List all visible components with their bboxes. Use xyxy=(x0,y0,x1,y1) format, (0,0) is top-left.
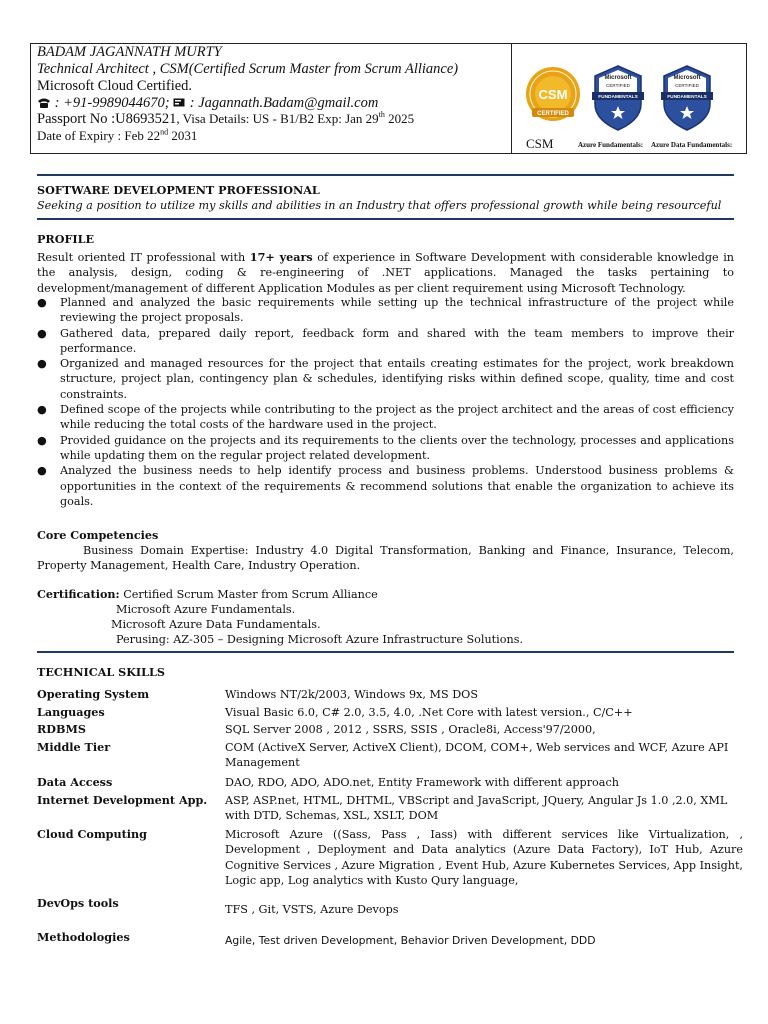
core-text: Business Domain Expertise: Industry 4.0 Digital Transformation, Banking and Finance, Insurance, Telecom, Property Management, Health Care, Industry Operation. xyxy=(37,544,734,573)
azure-data-badge-band: FUNDAMENTALS xyxy=(667,95,707,100)
rule-skills xyxy=(37,651,734,653)
azure-caption-text: Azure Fundamentals xyxy=(578,141,641,149)
core-heading: Core Competencies xyxy=(37,528,159,542)
skill-label: Cloud Computing xyxy=(37,827,148,841)
email-icon xyxy=(173,95,190,111)
azure-fundamentals-badge-icon xyxy=(591,64,645,132)
cert-line-4: Perusing: AZ-305 – Designing Microsoft Azure Infrastructure Solutions. xyxy=(116,633,523,646)
skill-value: Windows NT/2k/2003, Windows 9x, MS DOS xyxy=(225,688,479,701)
skill-label: DevOps tools xyxy=(37,896,119,910)
skill-value: TFS , Git, VSTS, Azure Devops xyxy=(225,903,399,916)
phone-icon xyxy=(37,95,55,111)
phone-number: : +91-9989044670; xyxy=(54,95,170,111)
bullet-icon: ● xyxy=(37,326,47,340)
azure-data-badge-caption: Azure Data Fundamentals: xyxy=(651,141,733,149)
passport-label: Passport No : xyxy=(37,111,116,127)
profile-bullets xyxy=(37,295,734,509)
skill-label: Data Access xyxy=(37,775,113,789)
bullet-icon: ● xyxy=(37,464,47,478)
azure-badge-top: Microsoft xyxy=(604,75,632,81)
bullet-icon: ● xyxy=(37,433,47,447)
skill-label: Internet Development App. xyxy=(37,793,208,807)
skill-value: Microsoft Azure ((Sass, Pass , Iass) with different services like Virtualization, , Development , Deployment and Data analytics (Azure Data Factory), IoT Hub, Azure Cognitive Services , Azure Migration , Event Hub, Azure Kubernetes Services, App Insight, Logic app, Log analytics with Kusto Qury language, xyxy=(225,828,743,887)
profile-heading: PROFILE xyxy=(37,232,95,246)
azure-data-caption-text: Azure Data Fundamentals xyxy=(651,141,730,149)
cert-label: Certification: xyxy=(37,587,120,601)
skill-label: Languages xyxy=(37,705,105,719)
cert-line-3: Microsoft Azure Data Fundamentals. xyxy=(111,618,321,631)
cert-line-1 xyxy=(37,587,378,602)
candidate-title: Technical Architect , CSM(Certified Scrum Master from Scrum Alliance) xyxy=(37,61,459,77)
skill-label: RDBMS xyxy=(37,722,86,736)
expiry-label: Date of Expiry : Feb 22 xyxy=(37,128,161,143)
contact-line xyxy=(37,95,378,112)
passport-line xyxy=(37,111,414,128)
skill-label: Methodologies xyxy=(37,930,130,944)
passport-number: U8693521 xyxy=(115,111,177,127)
skill-value: SQL Server 2008 , 2012 , SSRS, SSIS , Oracle8i, Access'97/2000, xyxy=(225,723,596,736)
profile-intro-pre: Result oriented IT professional with xyxy=(37,251,250,264)
list-item xyxy=(37,326,734,357)
skill-value: Visual Basic 6.0, C# 2.0, 3.5, 4.0, .Net Core with latest version., C/C++ xyxy=(225,706,633,719)
bullet-icon: ● xyxy=(37,296,47,309)
header-divider xyxy=(511,43,512,154)
azure-data-fundamentals-badge-icon xyxy=(660,64,714,132)
list-item xyxy=(37,433,734,464)
bullet-text: Analyzed the business needs to help identify process and business problems. Understood business problems & opportunities in the context of the requirements & recommend solutions that enable the organization to achieve its goals. xyxy=(60,464,734,508)
skill-value: DAO, RDO, ADO, ADO.net, Entity Framework with different approach xyxy=(225,776,619,789)
csm-logo-text: CSM xyxy=(538,87,568,102)
visa-sup: th xyxy=(378,110,385,120)
profile-intro xyxy=(37,250,734,296)
bullet-text: Planned and analyzed the basic requirements while setting up the technical infrastructure of the project while reviewing the project proposals. xyxy=(60,296,734,325)
list-item xyxy=(37,295,734,326)
bullet-icon: ● xyxy=(37,403,47,417)
azure-badge-band: FUNDAMENTALS xyxy=(598,95,638,100)
objective-text: Seeking a position to utilize my skills and abilities in an Industry that offers professional growth while being resourceful xyxy=(37,199,722,212)
csm-logo-sub: CERTIFIED xyxy=(537,111,569,117)
skill-value: Agile, Test driven Development, Behavior Driven Development, DDD xyxy=(225,934,596,947)
candidate-name: BADAM JAGANNATH MURTY xyxy=(37,44,222,60)
visa-details: , Visa Details: US - B1/B2 Exp: Jan 29 xyxy=(176,111,379,126)
bullet-text: Defined scope of the projects while contributing to the project as the project architect and the areas of cost efficiency while reducing the total costs of the hardware used in the project. xyxy=(60,403,734,432)
bullet-text: Organized and managed resources for the project that entails creating estimates for the project, work breakdown structure, project plan, contingency plan & schedules, identifying risks within defined scope, quality, time and cost constraints. xyxy=(60,357,734,401)
skill-value: COM (ActiveX Server, ActiveX Client), DCOM, COM+, Web services and WCF, Azure API Management xyxy=(225,741,729,770)
skill-label: Middle Tier xyxy=(37,740,111,754)
expiry-sup: nd xyxy=(160,127,169,137)
skills-heading: TECHNICAL SKILLS xyxy=(37,665,165,679)
objective-heading: SOFTWARE DEVELOPMENT PROFESSIONAL xyxy=(37,183,320,197)
rule-top-objective xyxy=(37,174,734,176)
expiry-line xyxy=(37,128,197,144)
skill-label: Operating System xyxy=(37,687,150,701)
expiry-year: 2031 xyxy=(168,128,198,143)
visa-year: 2025 xyxy=(384,111,415,126)
bullet-text: Gathered data, prepared daily report, feedback form and shared with the team members to improve their performance. xyxy=(60,326,734,355)
profile-years: 17+ years xyxy=(249,250,313,264)
bullet-icon: ● xyxy=(37,357,47,371)
list-item xyxy=(37,463,734,509)
profile-intro-post: of experience in Software Development with considerable knowledge in the analysis, design, coding & re-engineering of .NET applications. Managed the tasks pertaining to development/management of different Application Modules as per client requirement using Microsoft Technology. xyxy=(37,251,734,295)
list-item xyxy=(37,402,734,433)
cert-csm: Certified Scrum Master from Scrum Alliance xyxy=(119,588,378,601)
azure-data-badge-top: Microsoft xyxy=(673,75,701,81)
azure-badge-caption: Azure Fundamentals: xyxy=(578,141,644,149)
email-address: : Jagannath.Badam@gmail.com xyxy=(189,95,379,111)
cert-line-2: Microsoft Azure Fundamentals. xyxy=(116,603,296,616)
rule-bottom-objective xyxy=(37,218,734,220)
list-item xyxy=(37,356,734,402)
azure-badge-mid: CERTIFIED xyxy=(606,83,630,88)
csm-caption: CSM xyxy=(526,136,554,151)
azure-data-badge-mid: CERTIFIED xyxy=(675,83,699,88)
csm-badge-icon xyxy=(524,58,582,136)
skill-value: ASP, ASP.net, HTML, DHTML, VBScript and JavaScript, JQuery, Angular Js 1.0 ,2.0, XML with DTD, Schemas, XSL, XSLT, DOM xyxy=(225,794,728,823)
cloud-certified: Microsoft Cloud Certified. xyxy=(37,78,193,94)
bullet-text: Provided guidance on the projects and its requirements to the clients over the technology, processes and applications while updating them on the regular project related development. xyxy=(60,433,734,462)
